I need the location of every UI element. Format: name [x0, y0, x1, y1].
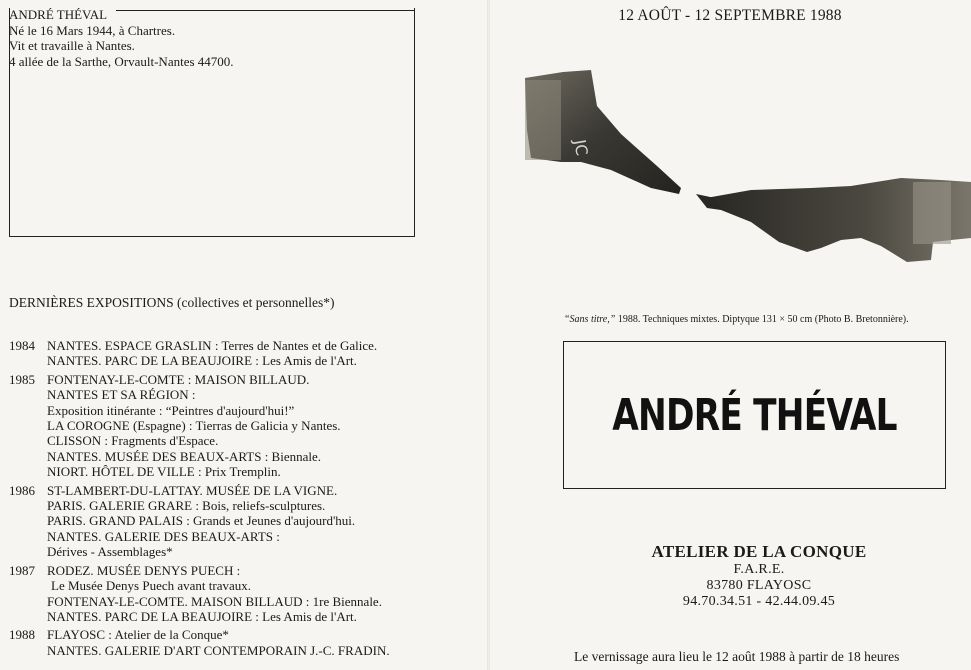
artwork-title: “Sans titre,”: [564, 314, 616, 325]
artist-name-title: ANDRÉ THÉVAL: [612, 390, 897, 441]
venue-name: ATELIER DE LA CONQUE: [651, 542, 867, 561]
exhibition-entry: Exposition itinérante : “Peintres d'aujourd'hui!”: [47, 402, 295, 418]
exhibition-entry: FONTENAY-LE-COMTE : MAISON BILLAUD.: [47, 371, 310, 387]
vernissage-notice: Le vernissage aura lieu le 12 août 1988 à partir de 18 heures: [574, 649, 900, 664]
year-label: 1987: [9, 562, 35, 578]
exhibition-entry: LA COROGNE (Espagne) : Tierras de Galicia y Nantes.: [47, 418, 341, 434]
right-page: [489, 0, 971, 670]
year-block-1988: [9, 627, 390, 658]
exhibition-entry: NANTES. GALERIE DES BEAUX-ARTS :: [47, 528, 280, 544]
exhibition-entry: Dérives - Assemblages*: [47, 544, 173, 560]
exhibition-entry: NANTES. PARC DE LA BEAUJOIRE : Les Amis de l'Art.: [47, 353, 357, 369]
year-block-1987: [9, 563, 390, 625]
artwork-right-edge: [913, 182, 951, 244]
artwork-caption: [564, 314, 909, 325]
artwork-photo: [521, 70, 971, 285]
year-block-1984: [9, 338, 390, 369]
exhibition-dates: 12 AOÛT - 12 SEPTEMBRE 1988: [618, 7, 842, 24]
year-label: 1986: [9, 482, 35, 498]
exhibition-entry: NANTES ET SA RÉGION :: [47, 387, 196, 403]
artist-name-small: ANDRÉ THÉVAL: [9, 7, 108, 22]
year-label: 1985: [9, 371, 35, 387]
exhibition-entry: NANTES. GALERIE D'ART CONTEMPORAIN J.-C. FRADIN.: [47, 642, 390, 658]
exhibition-entry: FONTENAY-LE-COMTE. MAISON BILLAUD : 1re Biennale.: [47, 593, 382, 609]
exhibition-entry: ST-LAMBERT-DU-LATTAY. MUSÉE DE LA VIGNE.: [47, 482, 338, 498]
venue-phone: 94.70.34.51 - 42.44.09.45: [682, 594, 836, 609]
year-label: 1984: [9, 338, 35, 353]
exhibition-entry: NANTES. MUSÉE DES BEAUX-ARTS : Biennale.: [47, 448, 322, 464]
exhibition-entry: NIORT. HÔTEL DE VILLE : Prix Tremplin.: [47, 464, 281, 480]
exhibition-entry: RODEZ. MUSÉE DENYS PUECH :: [47, 562, 241, 578]
exhibition-entry: CLISSON : Fragments d'Espace.: [47, 433, 219, 449]
artwork-details: 1988. Techniques mixtes. Diptyque 131 × 50 cm (Photo B. Bretonnière).: [615, 314, 909, 325]
venue-address: 83780 FLAYOSC: [706, 578, 812, 593]
expositions-list: [9, 338, 390, 661]
bio-line: 4 allée de la Sarthe, Orvault-Nantes 44700.: [9, 53, 234, 69]
exhibition-entry: PARIS. GRAND PALAIS : Grands et Jeunes d'aujourd'hui.: [47, 513, 356, 529]
exhibition-entry: NANTES. PARC DE LA BEAUJOIRE : Les Amis de l'Art.: [47, 608, 357, 624]
year-block-1986: [9, 483, 390, 560]
artist-name-box: [563, 341, 946, 489]
year-label: 1988: [9, 627, 35, 643]
venue-block: [489, 542, 971, 610]
year-block-1985: [9, 372, 390, 480]
exhibition-entry: PARIS. GALERIE GRARE : Bois, reliefs-sculptures.: [47, 498, 326, 514]
bio-line: Né le 16 Mars 1944, à Chartres.: [9, 22, 176, 38]
exhibition-entry: Le Musée Denys Puech avant travaux.: [51, 578, 251, 594]
venue-org: F.A.R.E.: [733, 562, 785, 577]
bio-line: Vit et travaille à Nantes.: [9, 38, 135, 53]
artwork-left-edge: [525, 80, 561, 160]
expositions-heading: DERNIÈRES EXPOSITIONS (collectives et personnelles*): [9, 295, 335, 310]
exhibition-entry: NANTES. ESPACE GRASLIN : Terres de Nantes et de Galice.: [47, 338, 378, 353]
bio-text: [9, 7, 234, 69]
artwork-painted-mark: JC: [570, 138, 592, 158]
exhibition-entry: FLAYOSC : Atelier de la Conque*: [47, 627, 229, 643]
